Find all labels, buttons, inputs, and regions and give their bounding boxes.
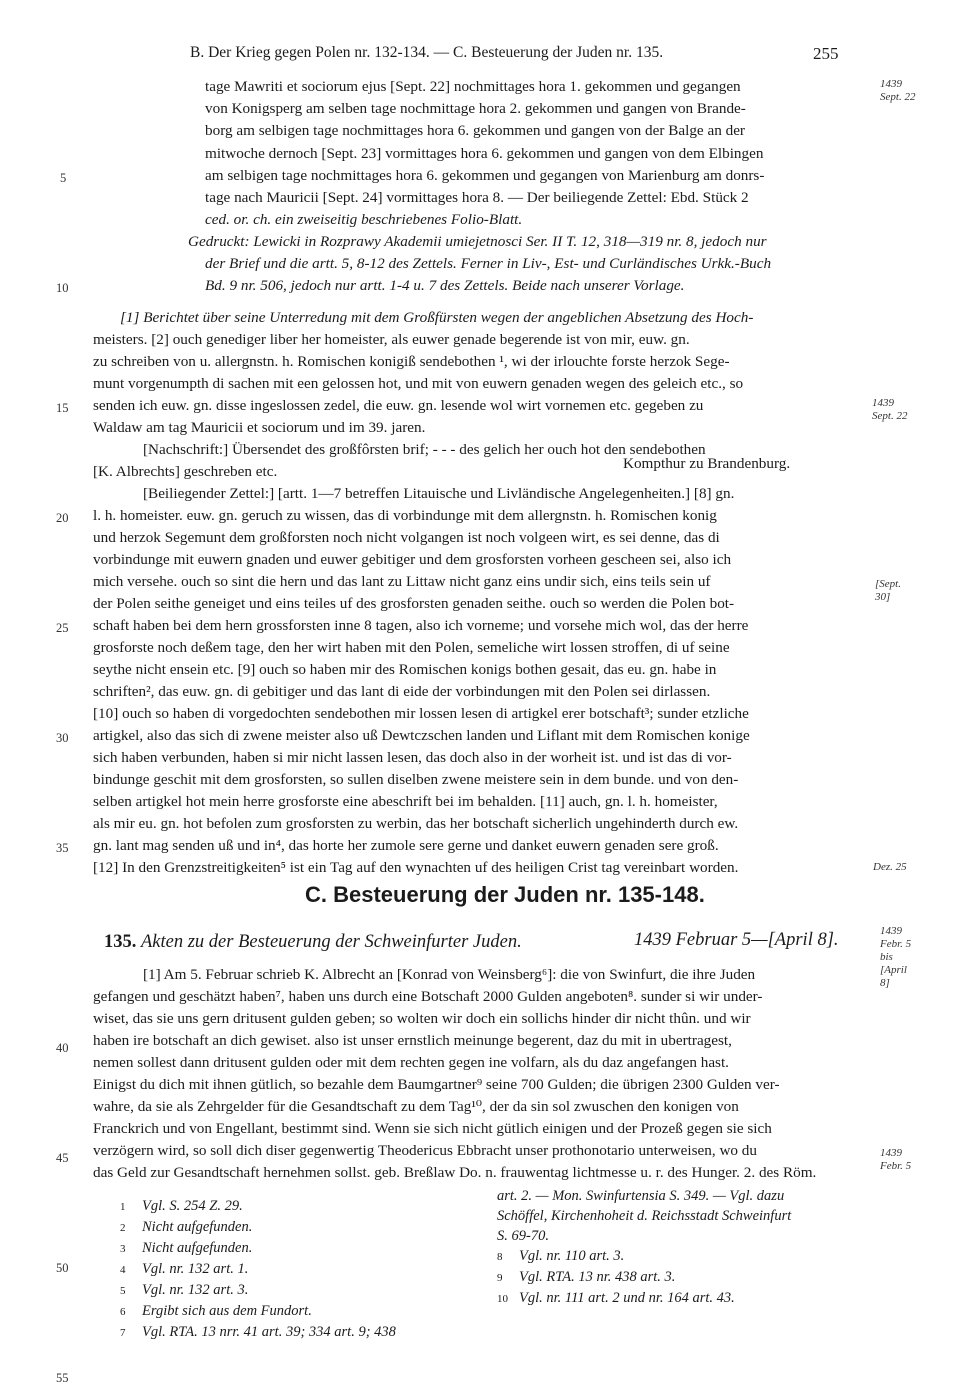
line-number: 15 [56,401,69,415]
document-date: 1439 Februar 5—[April 8]. [634,930,839,950]
line-number: 5 [60,171,67,185]
text-line: l. h. homeister. euw. gn. geruch zu wissen, das di vorbindunge mit dem allergnstn. h. Romischen konig [93,507,717,524]
page-number: 255 [813,44,839,63]
section-title: C. Besteuerung der Juden nr. 135-148. [305,882,705,907]
document-heading [104,932,522,953]
text-line: [10] ouch so haben di vorgedochten sendebothen mir lossen lesen di artigkel erer botschaft³; sunder etzliche [93,705,749,722]
text-line: meisters. [2] ouch genediger liber her homeister, als euwer genade begerende ist von mir, euw. gn. [93,331,690,348]
text-line: [Beiliegender Zettel:] [artt. 1—7 betreffen Litauische und Livländische Angelegenheiten.] [8] gn. [143,485,735,502]
text-line: haben ire botschaft an dich gewiset. also ist unser ernstlich meinunge begerent, daz du mit in ubertragest, [93,1032,732,1049]
text-line: Gedruckt: Lewicki in Rozprawy Akademii umiejetnosci Ser. II T. 12, 318—319 nr. 8, jedoch nur [188,233,767,250]
text-line: tage nach Mauricii [Sept. 24] vormittages hora 8. — Der beiliegende Zettel: Ebd. Stück 2 [205,189,749,206]
line-number: 55 [56,1371,69,1385]
signature-line: Kompthur zu Brandenburg. [623,455,791,472]
text-line: nemen sollest dann dritusent gulden oder mit dem rechten gegen ine volfarn, als du daz angefangen hast. [93,1054,729,1071]
line-number: 50 [56,1261,69,1275]
text-line: und herzok Segemunt dem großforsten noch nicht volgangen ist noch volgeen wirt, es sei denne, das di [93,529,720,546]
text-line: als mir eu. gn. hot befolen zum grosforsten zu werbin, das her botschaft sicherlich ungehinderth durch ew. [93,815,739,832]
line-number: 40 [56,1041,69,1055]
line-number: 10 [56,281,69,295]
text-line: bindunge geschit mit dem grosforsten, so sullen diselben zwene meistere sein in dem bunde. und von den- [93,771,739,788]
line-number: 25 [56,621,69,635]
text-line: seythe nicht ensein etc. [9] ouch so haben mir des Romischen konigs bothen gesait, das eu. gn. habe in [93,661,717,678]
line-number: 45 [56,1151,69,1165]
text-line: gefangen und geschätzt haben⁷, haben uns durch eine Botschaft 2000 Gulden angeboten⁸. sunder si wir under- [93,988,763,1005]
text-line: am selbigen tage nochmittages hora 6. gekommen und gegangen von Marienburg am donrs- [205,167,765,184]
text-line: wiset, das sie uns gern dritusent gulden geben; so wolten wir doch ein sollichs hinder dir nicht thûn. und wir [93,1010,751,1027]
text-line: wahre, da sie als Zehrgelder für die Gesandtschaft zu dem Tag¹⁰, der da sin sol zwuschen den konigen von [93,1098,739,1115]
text-line: [K. Albrechts] geschreben etc. [93,463,278,480]
margin-date: 1439 Febr. 5 bis [April 8] [880,925,912,989]
text-line: das Geld zur Gesandtschaft hernehmen sollst. geb. Breßlaw Do. n. frauwentag lichtmesse u. r. des Hunger. 2. des Röm. [93,1164,817,1181]
text-line: borg am selbigen tage nochmittages hora 6. gekommen und gangen von der Balge an der [205,122,745,139]
text-line: zu schreiben von u. allergnstn. h. Romischen konigiß sendebothen ¹, wi der irlouchte forste herzok Sege- [93,353,730,370]
margin-date: Dez. 25 [873,861,907,873]
text-line: senden ich euw. gn. disse ingeslossen zedel, die euw. gn. lesende wol wirt vornemen etc. gegeben zu [93,397,704,414]
text-line: munt vorgenumpth di sachen mit een gelossen hot, und mit von euwern genaden wegen des geleich etc., so [93,375,744,392]
text-line: Waldaw am tag Mauricii et sociorum und im 39. jaren. [93,419,426,436]
text-line: [Nachschrift:] Übersendet des großfôrsten brif; - - - des gelich her ouch hot den sendebothen [143,441,706,458]
text-line: [12] In den Grenzstreitigkeiten⁵ ist ein Tag auf den wynachten uf des heiligen Crist tag vereinbart worden. [93,859,739,876]
margin-date: [Sept. 30] [875,578,901,603]
line-number: 20 [56,511,69,525]
text-line: [1] Am 5. Februar schrieb K. Albrecht an [Konrad von Weinsberg⁶]: die von Swinfurt, die ihre Juden [143,966,756,983]
text-line: der Polen seithe geneiget und eins teiles uf des grosforsten genaden seithe. ouch so werden die Polen bot- [93,595,735,612]
text-line: Bd. 9 nr. 506, jedoch nur artt. 1-4 u. 7 des Zettels. Beide nach unserer Vorlage. [205,277,685,294]
line-number: 30 [56,731,69,745]
text-line: grosforste noch deßem tage, den her wirt haben mit den Polen, semeliche wirt lossen stroffen, di uf seine [93,639,730,656]
text-line: selben artigkel hot mein herre grosforste eine abeschrift bei im behalden. [11] auch, gn. l. h. homeister, [93,793,718,810]
margin-date: 1439 Febr. 5 [880,1147,912,1172]
text-line: [1] Berichtet über seine Unterredung mit dem Großfürsten wegen der angeblichen Absetzung des Hoch- [120,309,754,326]
running-title: B. Der Krieg gegen Polen nr. 132-134. — C. Besteuerung der Juden nr. 135. [190,44,664,61]
text-line: sich haben verbunden, haben si mir nicht lassen lesen, das doch also in der worheit ist. und ist das di vor- [93,749,732,766]
text-line: vorbindunge mit euwern gnaden und euwer gebitiger und dem grosforsten vorheen gescheen sei, also ich [93,551,732,568]
text-line: artigkel, also das sich di zwene meister also uß Dewtczschen landen und Liflant mit dem Romischen konige [93,727,750,744]
text-line: schaft haben bei dem hern grossforsten inne 8 tagen, also ich vorneme; und vorsehe mich wol, das der herre [93,617,749,634]
text-line: der Brief und die artt. 5, 8-12 des Zettels. Ferner in Liv-, Est- und Curländisches Urkk.-Buch [205,255,772,272]
text-line: verzögern wird, so soll dich diser gegenwertig Theodericus Ebbracht unser prothonotario unterweisen, wo du [93,1142,757,1159]
footnotes-left: 1 Vgl. S. 254 Z. 29. 2 Nicht aufgefunden. 3 Nicht aufgefunden. 4 Vgl. nr. 132 art. 1. 5 Vgl. nr. 132 art. 3. 6 Ergibt sich aus dem Fundort. 7 Vgl. RTA. 13 nrr. 41 art. 39; 334 art. 9; 438 [120,1198,396,1340]
text-line: schriften², das euw. gn. di gebitiger und das lant di eide der vorbindungen mit den Polen sei dirlassen. [93,683,711,700]
footnotes-right: art. 2. — Mon. Swinfurtensia S. 349. — Vgl. dazu Schöffel, Kirchenhoheit d. Reichsstadt Schweinfurt S. 69-70. 8 Vgl. nr. 110 art. 3. 9 Vgl. RTA. 13 nr. 438 art. 3. 10 Vgl. nr. 111 art. 2 und nr. 164 art. 43. [497,1188,792,1306]
document-number: 135. [104,932,137,952]
text-line: ced. or. ch. ein zweiseitig beschriebenes Folio-Blatt. [205,211,523,228]
text-line: Einigst du dich mit ihnen gütlich, so bezahle dem Baumgartner⁹ seine 700 Gulden; die übrigen 2300 Gulden ver- [93,1076,780,1093]
text-line: von Konigsperg am selben tage nochmittage hora 2. gekommen und gangen von Brande- [205,100,746,117]
text-line: gn. lant mag senden uß und in⁴, das horte her zumole sere gerne und danket euwern genaden sere groß. [93,837,719,854]
line-number: 35 [56,841,69,855]
text-line: mich versehe. ouch so sint die hern und das lant zu Littaw nicht ganz eins undir sich, eins teils sein uf [93,573,711,590]
text-line: tage Mawriti et sociorum ejus [Sept. 22] nochmittages hora 1. gekommen und gegangen [205,78,741,95]
document-title: Akten zu der Besteuerung der Schweinfurter Juden. [141,932,522,952]
text-line: mitwoche dernoch [Sept. 23] vormittages hora 6. gekommen und gangen von dem Elbingen [205,145,764,162]
text-line: Franckrich und von Engellant, bestimmt sind. Wenn sie sich nicht gütlich einigen und der Prozeß gegen sie sich [93,1120,772,1137]
margin-date: 1439 Sept. 22 [872,397,908,422]
margin-date: 1439 Sept. 22 [880,78,916,103]
